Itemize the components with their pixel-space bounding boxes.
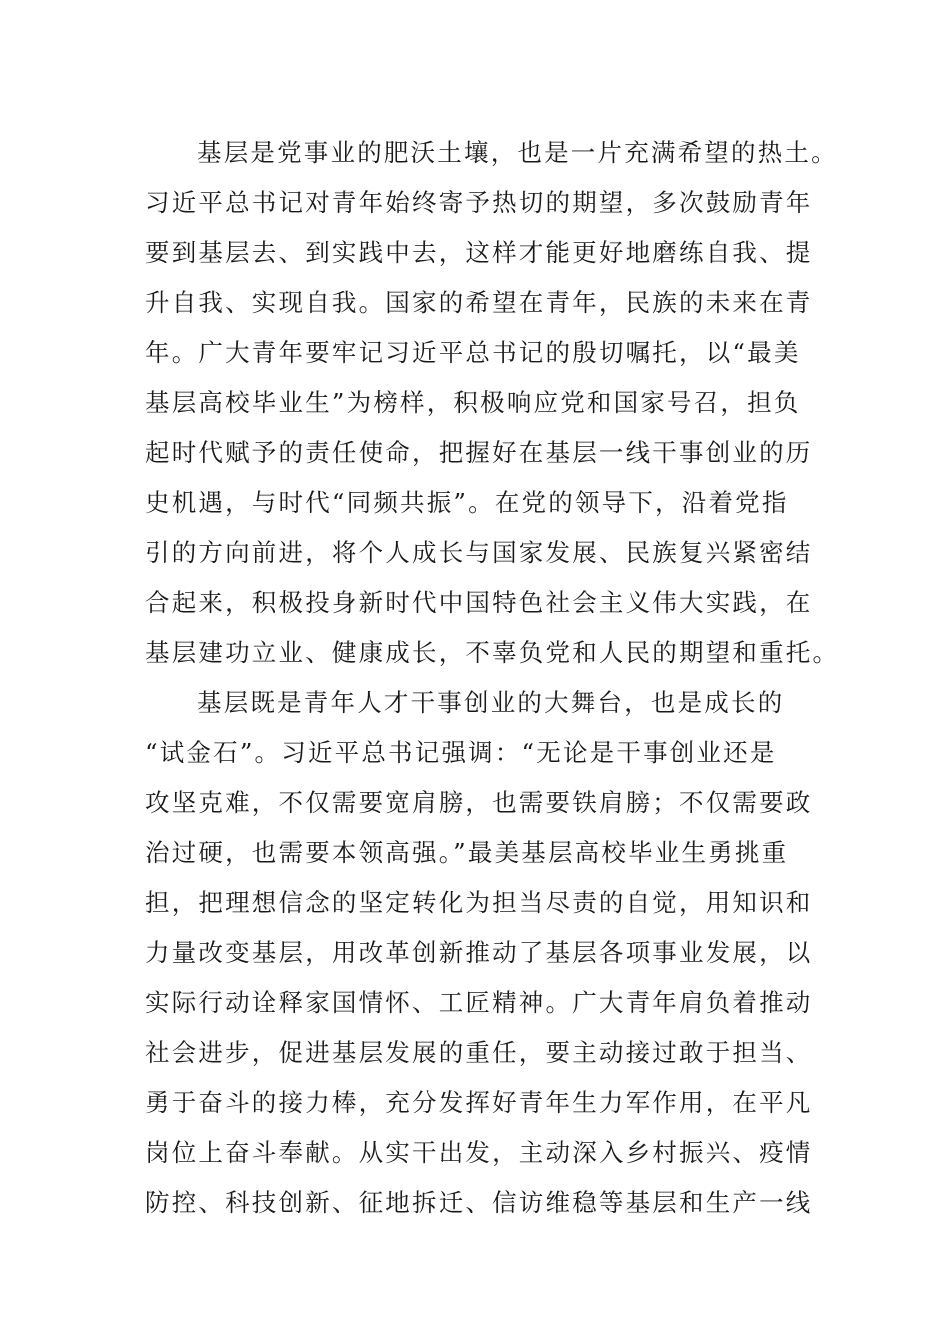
paragraph-line: 要到基层去、到实践中去，这样才能更好地磨练自我、提: [145, 238, 813, 267]
paragraph-line: 实际行动诠释家国情怀、工匠精神。广大青年肩负着推动: [145, 988, 813, 1017]
paragraph-line: 治过硬，也需要本领高强。”最美基层高校毕业生勇挑重: [145, 838, 789, 867]
paragraph-line: 升自我、实现自我。国家的希望在青年，民族的未来在青: [145, 288, 813, 317]
paragraph-line: “试金石”。习近平总书记强调：“无论是干事创业还是: [145, 738, 777, 767]
paragraph-line: 引的方向前进，将个人成长与国家发展、民族复兴紧密结: [145, 538, 813, 567]
paragraph-line: 基层高校毕业生”为榜样，积极响应党和国家号召，担负: [145, 388, 801, 417]
paragraph-line: 起时代赋予的责任使命，把握好在基层一线干事创业的历: [145, 438, 813, 467]
body-text: [145, 128, 840, 1228]
paragraph-line: 史机遇，与时代“同频共振”。在党的领导下，沿着党指: [145, 488, 789, 517]
paragraph-line: 基层是党事业的肥沃土壤，也是一片充满希望的热土。: [197, 138, 838, 167]
paragraph-line: 社会进步，促进基层发展的重任，要主动接过敢于担当、: [145, 1038, 813, 1067]
paragraph-line: 基层建功立业、健康成长，不辜负党和人民的期望和重托。: [145, 638, 840, 667]
paragraph-line: 力量改变基层，用改革创新推动了基层各项事业发展，以: [145, 938, 813, 967]
paragraph-2: [145, 678, 813, 1228]
paragraph-line: 年。广大青年要牢记习近平总书记的殷切嘱托，以“最美: [145, 338, 801, 367]
paragraph-line: 担，把理想信念的坚定转化为担当尽责的自觉，用知识和: [145, 888, 813, 917]
paragraph-line: 习近平总书记对青年始终寄予热切的期望，多次鼓励青年: [145, 188, 813, 217]
paragraph-line: 合起来，积极投身新时代中国特色社会主义伟大实践，在: [145, 588, 813, 617]
paragraph-line: 勇于奋斗的接力棒，充分发挥好青年生力军作用，在平凡: [145, 1088, 813, 1117]
paragraph-line: 攻坚克难，不仅需要宽肩膀，也需要铁肩膀；不仅需要政: [145, 788, 813, 817]
paragraph-line: 防控、科技创新、征地拆迁、信访维稳等基层和生产一线: [145, 1188, 813, 1217]
paragraph-line: 岗位上奋斗奉献。从实干出发，主动深入乡村振兴、疫情: [145, 1138, 813, 1167]
paragraph-line: 基层既是青年人才干事创业的大舞台，也是成长的: [197, 688, 785, 717]
paragraph-1: [145, 128, 840, 678]
